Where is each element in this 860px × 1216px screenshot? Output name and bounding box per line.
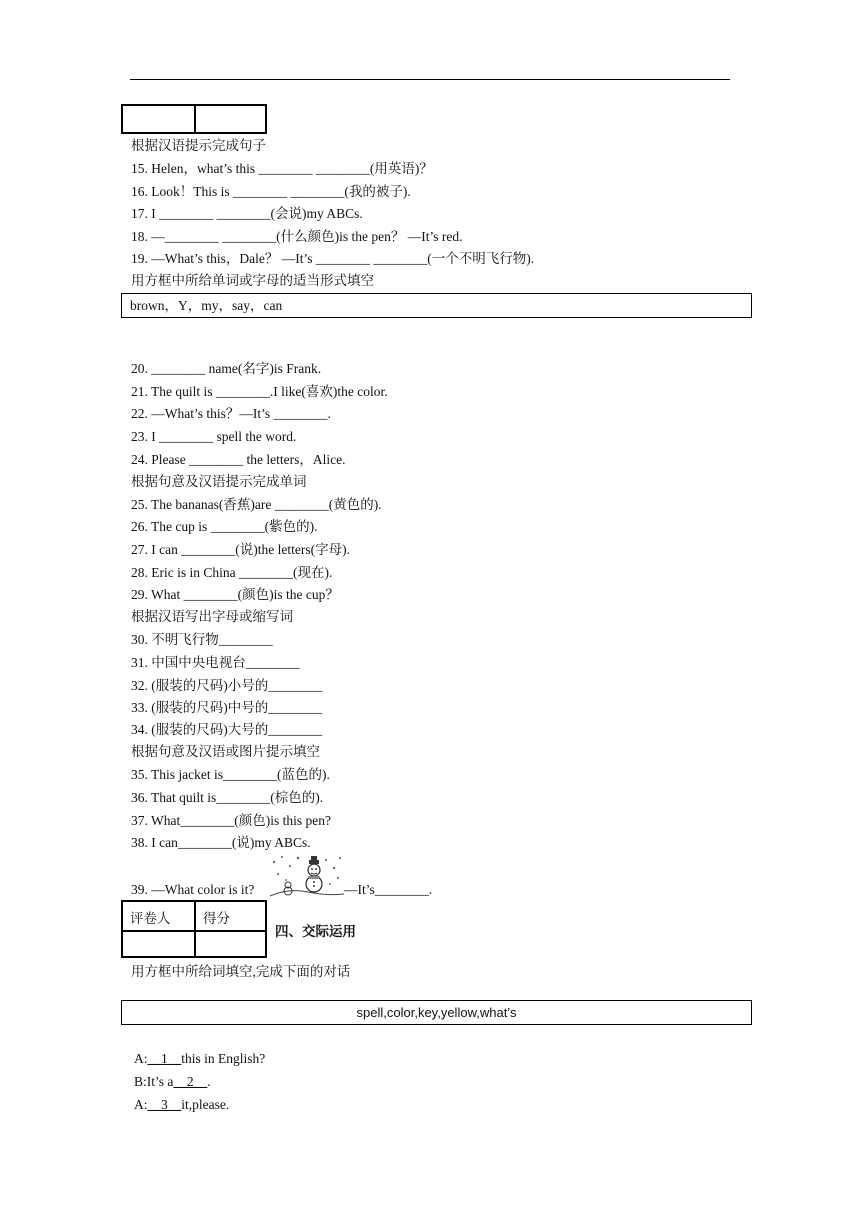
question-15: 15. Helen，what’s this ________ ________(用英语)？ [131, 161, 433, 176]
question-34: 34. (服装的尺码)大号的________ [131, 722, 323, 737]
question-38: 38. I can________(说)my ABCs. [131, 835, 311, 850]
question-37: 37. What________(颜色)is this pen? [131, 813, 331, 828]
dialog-line-3-text: it,please. [181, 1097, 230, 1112]
dialog-line-1 [134, 1050, 265, 1068]
question-29: 29. What ________(颜色)is the cup？ [131, 587, 339, 602]
question-21: 21. The quilt is ________.I like(喜欢)the color. [131, 384, 388, 399]
question-35: 35. This jacket is________(蓝色的). [131, 767, 330, 782]
question-26: 26. The cup is ________(紫色的). [131, 519, 318, 534]
question-18: 18. —________ ________(什么颜色)is the pen？ —It’s red. [131, 229, 463, 244]
question-39-prompt: 39. —What color is it? [131, 882, 255, 897]
question-27: 27. I can ________(说)the letters(字母). [131, 542, 350, 557]
table-divider [194, 106, 196, 132]
word-box-2: spell,color,key,yellow,what’s [121, 1000, 752, 1025]
dialog-line-1-speaker: A: [134, 1051, 148, 1066]
dialog-line-3-speaker: A: [134, 1097, 148, 1112]
reviewer-label: 评卷人 [130, 911, 171, 926]
question-31: 31. 中国中央电视台________ [131, 655, 300, 670]
question-25: 25. The bananas(香蕉)are ________(黄色的). [131, 497, 382, 512]
question-39-answer: —It’s________. [344, 882, 433, 897]
question-32: 32. (服装的尺码)小号的________ [131, 678, 323, 693]
section-heading-communication: 四、交际运用 [275, 924, 356, 939]
section-title-word-box-fill: 用方框中所给单词或字母的适当形式填空 [131, 273, 374, 288]
section-title-picture-hints: 根据句意及汉语或图片提示填空 [131, 744, 320, 759]
question-33: 33. (服装的尺码)中号的________ [131, 700, 323, 715]
question-22: 22. —What’s this？—It’s ________. [131, 406, 331, 421]
question-24: 24. Please ________ the letters，Alice. [131, 452, 346, 467]
score-label: 得分 [203, 911, 230, 926]
score-table-vdivider [194, 902, 196, 956]
question-20: 20. ________ name(名字)is Frank. [131, 361, 322, 376]
question-28: 28. Eric is in China ________(现在). [131, 565, 333, 580]
dialog-line-2-text: . [207, 1074, 211, 1089]
dialog-line-1-text: this in English? [181, 1051, 266, 1066]
score-table [121, 900, 267, 958]
section-title-complete-sentences: 根据汉语提示完成句子 [131, 138, 266, 153]
section-title-dialog-fill: 用方框中所给词填空,完成下面的对话 [131, 964, 351, 979]
dialog-line-2-speaker: B:It’s a [134, 1074, 174, 1089]
dialog-blank-2: __2__ [173, 1074, 208, 1089]
snowman-icon [268, 854, 346, 900]
score-table-hdivider [123, 930, 265, 932]
dialog-blank-1: __1__ [147, 1051, 182, 1066]
question-36: 36. That quilt is________(棕色的). [131, 790, 324, 805]
question-16: 16. Look！This is ________ ________(我的被子). [131, 184, 411, 199]
question-30: 30. 不明飞行物________ [131, 632, 273, 647]
question-23: 23. I ________ spell the word. [131, 429, 297, 444]
dialog-blank-3: __3__ [147, 1097, 182, 1112]
word-box-1: brown，Y，my，say，can [121, 293, 752, 318]
question-19: 19. —What’s this，Dale？ —It’s ________ ________(一个不明飞行物). [131, 251, 535, 266]
header-rule [130, 79, 730, 80]
dialog-line-3 [134, 1096, 229, 1114]
blank-score-table [121, 104, 267, 134]
question-17: 17. I ________ ________(会说)my ABCs. [131, 206, 363, 221]
section-title-complete-words: 根据句意及汉语提示完成单词 [131, 474, 307, 489]
dialog-line-2 [134, 1073, 211, 1091]
section-title-abbreviations: 根据汉语写出字母或缩写词 [131, 609, 293, 624]
